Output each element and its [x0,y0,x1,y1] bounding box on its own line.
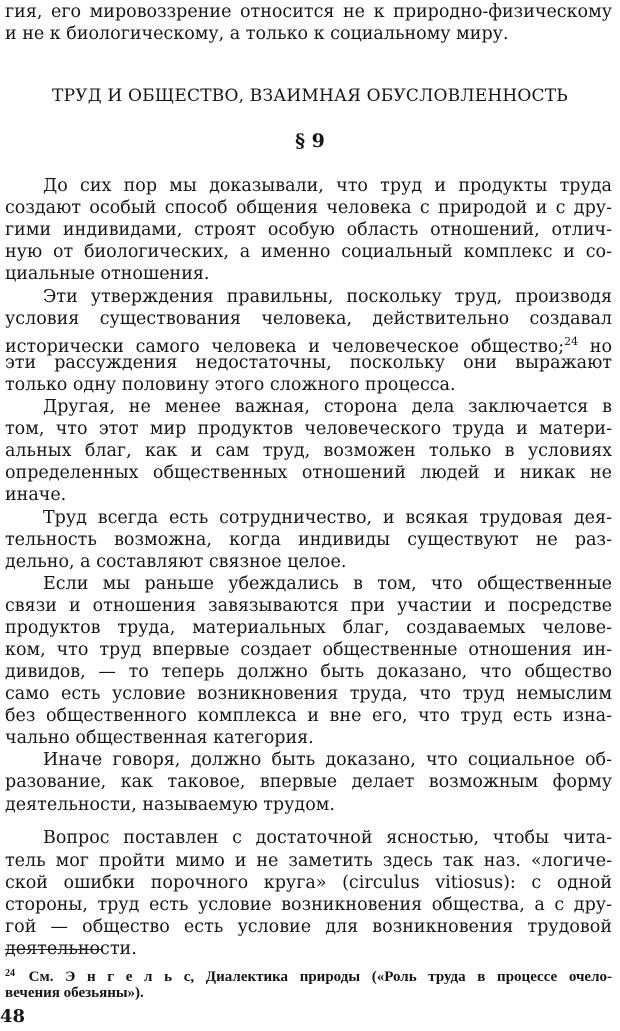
text-line: тельность возможна, когда индивиды существуют не раз- [5,530,612,550]
footnote-line: вечения обезьяны»). [5,985,144,1001]
text-line: ком, что труд впервые создает общественные отношения ин- [5,640,612,660]
footnote-reference: 24 [564,335,579,348]
text-line: создают особый способ общения человека с природой и с дру- [5,198,612,218]
text-line: циальные отношения. [5,264,210,284]
text-line: Иначе говоря, должно быть доказано, что социальное об- [43,750,612,770]
text-line: деятельности. [5,939,137,959]
text-segment: но [578,337,612,357]
text-line: ную от биологических, а именно социальный комплекс и со- [5,242,612,262]
text-line: гия, его мировоззрение относится не к природно-физическому [5,2,612,22]
text-line: иначе. [5,485,67,505]
text-line: Труд всегда есть сотрудничество, и всякая трудовая дея- [43,508,612,528]
text-line: само есть условие возникновения труда, что труд немыслим [5,684,612,704]
text-line: условия существования человека, действительно создавал [5,309,612,329]
section-number: § 9 [295,130,325,152]
chapter-heading: ТРУД И ОБЩЕСТВО, ВЗАИМНАЯ ОБУСЛОВЛЕННОСТЬ [52,86,568,106]
text-line: гой — общество есть условие для возникновения трудовой [5,917,612,937]
text-line: До сих пор мы доказывали, что труд и продукты труда [43,176,612,196]
text-line: деятельности, называемую трудом. [5,795,335,815]
text-line: разование, как таковое, впервые делает возможным форму [5,772,612,792]
text-line: только одну половину этого сложного процесса. [5,375,456,395]
text-line: чально общественная категория. [5,728,314,748]
text-line: Если мы раньше убеждались в том, что общественные [43,574,612,594]
text-line: альных благ, как и сам труд, возможен только в условиях [5,441,612,461]
text-line: определенных общественных отношений людей и никак не [5,463,612,483]
text-line: ской ошибки порочного круга» (circulus vitiosus): с одной [5,873,612,893]
page-number: 48 [0,1006,26,1027]
text-line: Другая, не менее важная, сторона дела заключается в [43,397,612,417]
text-line: тель мог пройти мимо и не заметить здесь так наз. «логиче- [5,851,612,871]
footnote-divider [5,949,103,950]
footnote-text: См. Э н г е л ь с, Диалектика природы («Роль труда в процессе очело- [17,969,612,985]
text-line: том, что этот мир продуктов человеческого труда и матери- [5,419,612,439]
text-line: Эти утверждения правильны, поскольку труд, производя [43,287,612,307]
text-line: стороны, труд есть условие возникновения общества, а с дру- [5,895,612,915]
text-line: и не к биологическому, а только к социальному миру. [5,24,509,44]
text-line: дивидов, — то теперь должно быть доказано, что общество [5,662,612,682]
text-line: продуктов труда, материальных благ, создаваемых челове- [5,618,612,638]
text-line: связи и отношения завязываются при участии и посредстве [5,596,612,616]
text-line: эти рассуждения недостаточны, поскольку они выражают [5,353,612,373]
text-line: дельно, а составляют связное целое. [5,552,347,572]
text-segment: исторически самого человека и человеческое общество; [5,337,565,357]
footnote-number: 24 [5,968,15,979]
text-line: без общественного комплекса и вне его, что труд есть изна- [5,706,612,726]
text-line: гими индивидами, строят особую область отношений, отлич- [5,220,612,240]
text-line: Вопрос поставлен с достаточной ясностью, чтобы чита- [43,828,612,848]
